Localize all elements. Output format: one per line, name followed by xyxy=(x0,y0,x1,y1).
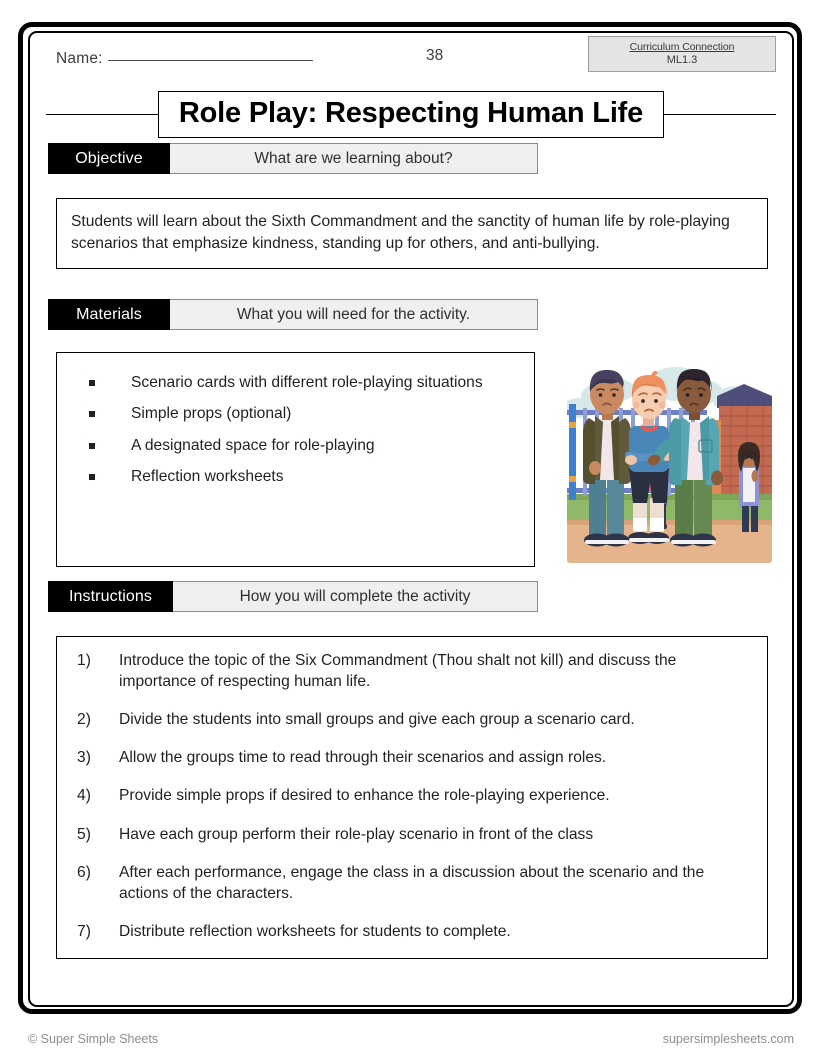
list-item: Have each group perform their role-play scenario in front of the class xyxy=(119,825,594,843)
list-item: Scenario cards with different role-playing situations xyxy=(89,367,524,398)
illustration-svg xyxy=(567,348,772,563)
objective-tab-label: Objective xyxy=(48,143,170,174)
list-item: Divide the students into small groups and give each group a scenario card. xyxy=(119,711,635,729)
page-title: Role Play: Respecting Human Life xyxy=(178,96,644,129)
instructions-tab-label: Instructions xyxy=(48,581,173,612)
schoolyard-illustration xyxy=(567,348,772,563)
curriculum-connection-title: Curriculum Connection xyxy=(629,40,735,53)
objective-text: Students will learn about the Sixth Commandment and the sanctity of human life by role-playing scenarios that emphasize kindness, standing up for others, and anti-bullying. xyxy=(71,213,730,253)
list-item: Allow the groups time to read through their scenarios and assign roles. xyxy=(119,749,607,767)
instructions-content-box xyxy=(56,636,768,958)
materials-tab-description: What you will need for the activity. xyxy=(170,299,538,330)
materials-tab-label: Materials xyxy=(48,299,170,330)
list-item: Provide simple props if desired to enhance the role-playing experience. xyxy=(119,787,610,805)
page-number: 38 xyxy=(426,47,444,64)
worksheet-sheet xyxy=(28,31,794,1007)
materials-section-header xyxy=(48,299,776,330)
list-item: Distribute reflection worksheets for students to complete. xyxy=(119,922,511,940)
name-blank-line[interactable] xyxy=(108,47,313,61)
list-item: Simple props (optional) xyxy=(89,398,524,429)
curriculum-connection-code: ML1.3 xyxy=(666,53,698,66)
materials-content-box xyxy=(56,352,535,567)
objective-tab-description: What are we learning about? xyxy=(170,143,538,174)
list-item: Introduce the topic of the Six Commandment (Thou shalt not kill) and discuss the importance of respecting human life. xyxy=(119,652,677,691)
page-footer xyxy=(28,1032,794,1046)
objective-content-box xyxy=(56,198,768,269)
list-item: A designated space for role-playing xyxy=(89,430,524,461)
title-area xyxy=(46,85,776,143)
curriculum-connection-badge xyxy=(588,36,776,72)
materials-list xyxy=(65,367,524,492)
footer-copyright: © Super Simple Sheets xyxy=(28,1032,159,1046)
name-label: Name: xyxy=(56,50,103,67)
worksheet-header xyxy=(46,31,776,83)
instructions-tab-description: How you will complete the activity xyxy=(173,581,538,612)
instructions-list xyxy=(71,650,753,941)
objective-section-header xyxy=(48,143,776,174)
list-item: Reflection worksheets xyxy=(89,461,524,492)
instructions-wrap xyxy=(46,581,776,958)
instructions-section-header xyxy=(48,581,776,612)
name-field[interactable] xyxy=(56,47,313,68)
title-box xyxy=(158,91,664,138)
footer-website[interactable]: supersimplesheets.com xyxy=(662,1032,794,1046)
list-item: After each performance, engage the class in a discussion about the scenario and the actions of the characters. xyxy=(119,863,705,902)
materials-row xyxy=(56,352,776,567)
